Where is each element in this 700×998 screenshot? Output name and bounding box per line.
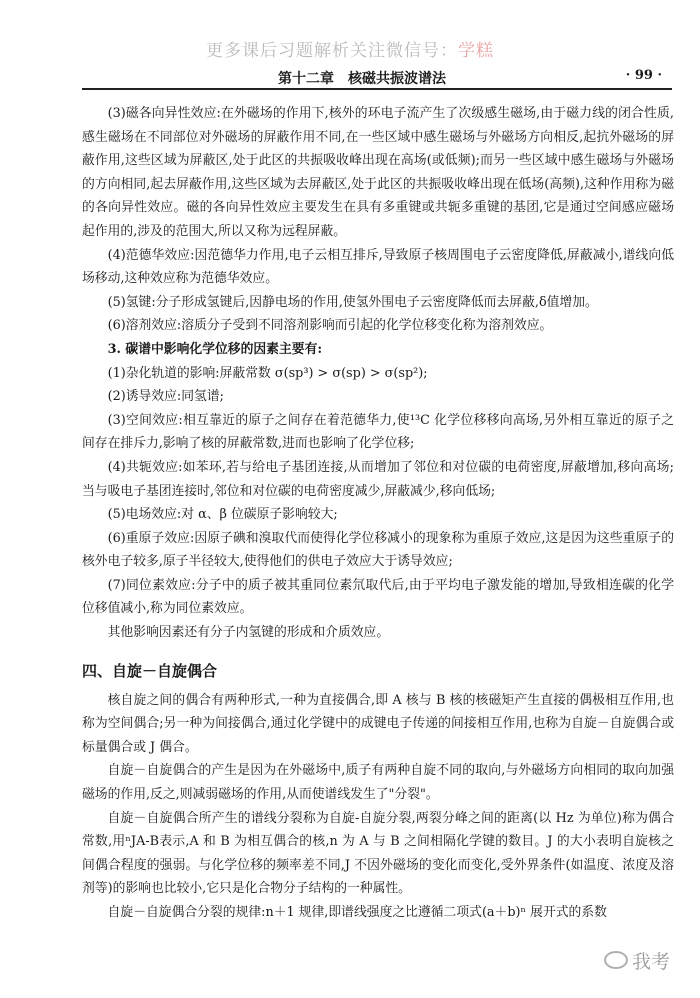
page-body: [82, 102, 674, 925]
paragraph: (1)杂化轨道的影响:屏蔽常数 σ(sp³) > σ(sp) > σ(sp²);: [107, 365, 428, 381]
paragraph: (6)溶剂效应:溶质分子受到不同溶剂影响而引起的化学位移变化称为溶剂效应。: [107, 318, 553, 334]
paragraph: (4)范德华效应:因范德华力作用,电子云相互排斥,导致原子核周围电子云密度降低,屏蔽减小,谱线向低场移动,这种效应称为范德华效应。: [82, 247, 674, 287]
paragraph: (6)重原子效应:因原子碘和溴取代而使得化学位移减小的现象称为重原子效应,这是因为这些重原子的核外电子较多,原子半径较大,使得他们的供电子效应大于诱导效应;: [82, 530, 674, 570]
paragraph: 其他影响因素还有分子内氢键的形成和介质效应。: [107, 625, 390, 641]
subsection-heading: 3. 碳谱中影响化学位移的因素主要有:: [107, 341, 323, 357]
paragraph: 自旋－自旋偶合所产生的谱线分裂称为自旋-自旋分裂,两裂分峰之间的距离(以 Hz 为单位)称为偶合常数,用ⁿJA-B表示,A 和 B 为相互偶合的核,n 为 A 与 B 之间相隔化学键的数目。J 的大小表明自旋核之间偶合程度的强弱。与化学位移的频率差不同,J 不因外磁场的变化而变化,受外界条件(如温度、浓度及溶剂等)的影响也比较小,它只是化合物分子结构的一种属性。: [82, 810, 674, 897]
paragraph: (5)氢键:分子形成氢键后,因静电场的作用,使氢外围电子云密度降低而去屏蔽,δ值增加。: [107, 294, 598, 310]
paragraph: 核自旋之间的偶合有两种形式,一种为直接偶合,即 A 核与 B 核的核磁矩产生直接的偶极相互作用,也称为空间偶合;另一种为间接偶合,通过化学键中的成键电子传递的间接相互作用,也称为自旋－自旋偶合或标量偶合或 J 偶合。: [82, 692, 674, 755]
watermark: [0, 36, 700, 61]
paragraph: (5)电场效应:对 α、β 位碳原子影响较大;: [107, 507, 338, 523]
watermark-text: 更多课后习题解析关注微信号：: [206, 41, 458, 61]
paragraph: 自旋－自旋偶合分裂的规律:n＋1 规律,即谱线强度之比遵循二项式(a＋b)ⁿ 展开式的系数: [107, 905, 607, 920]
page-header: [82, 66, 672, 90]
page-number: · 99 ·: [625, 68, 662, 83]
paragraph: (3)空间效应:相互靠近的原子之间存在着范德华力,使¹³C 化学位移移向高场,另外相互靠近的原子之间存在排斥力,影响了核的屏蔽常数,进而也影响了化学位移;: [82, 412, 674, 452]
paragraph: 自旋－自旋偶合的产生是因为在外磁场中,质子有两种自旋不同的取向,与外磁场方向相同的取向加强磁场的作用,反之,则减弱磁场的作用,从而使谱线发生了"分裂"。: [82, 763, 674, 803]
footer-logo: [604, 947, 670, 974]
footer-logo-text: 我考: [632, 951, 671, 973]
paragraph: (4)共轭效应:如苯环,若与给电子基团连接,从而增加了邻位和对位碳的电荷密度,屏蔽增加,移向高场;当与吸电子基团连接时,邻位和对位碳的电荷密度减少,屏蔽减少,移向低场;: [82, 459, 674, 499]
watermark-brand: 学糕: [458, 41, 494, 61]
paragraph: (3)磁各向异性效应:在外磁场的作用下,核外的环电子流产生了次级感生磁场,由于磁力线的闭合性质,感生磁场在不同部位对外磁场的屏蔽作用不同,在一些区域中感生磁场与外磁场方向相反,起抗外磁场的屏蔽作用,这些区域为屏蔽区,处于此区的共振吸收峰出现在高场(或低频);而另一些区域中感生磁场与外磁场的方向相同,起去屏蔽作用,这些区域为去屏蔽区,处于此区的共振吸收峰出现在低场(高频),这种作用称为磁的各向异性效应。磁的各向异性效应主要发生在具有多重键或共轭多重键的基团,它是通过空间感应磁场起作用的,涉及的范围大,所以又称为远程屏蔽。: [82, 106, 674, 239]
wechat-icon: [604, 951, 628, 969]
section-heading: 四、自旋－自旋偶合: [82, 661, 218, 680]
paragraph: (7)同位素效应:分子中的质子被其重同位素氘取代后,由于平均电子激发能的增加,导致相连碳的化学位移值减小,称为同位素效应。: [82, 577, 674, 617]
chapter-title: 第十二章 核磁共振波谱法: [278, 71, 446, 87]
paragraph: (2)诱导效应:同氢谱;: [107, 389, 224, 405]
